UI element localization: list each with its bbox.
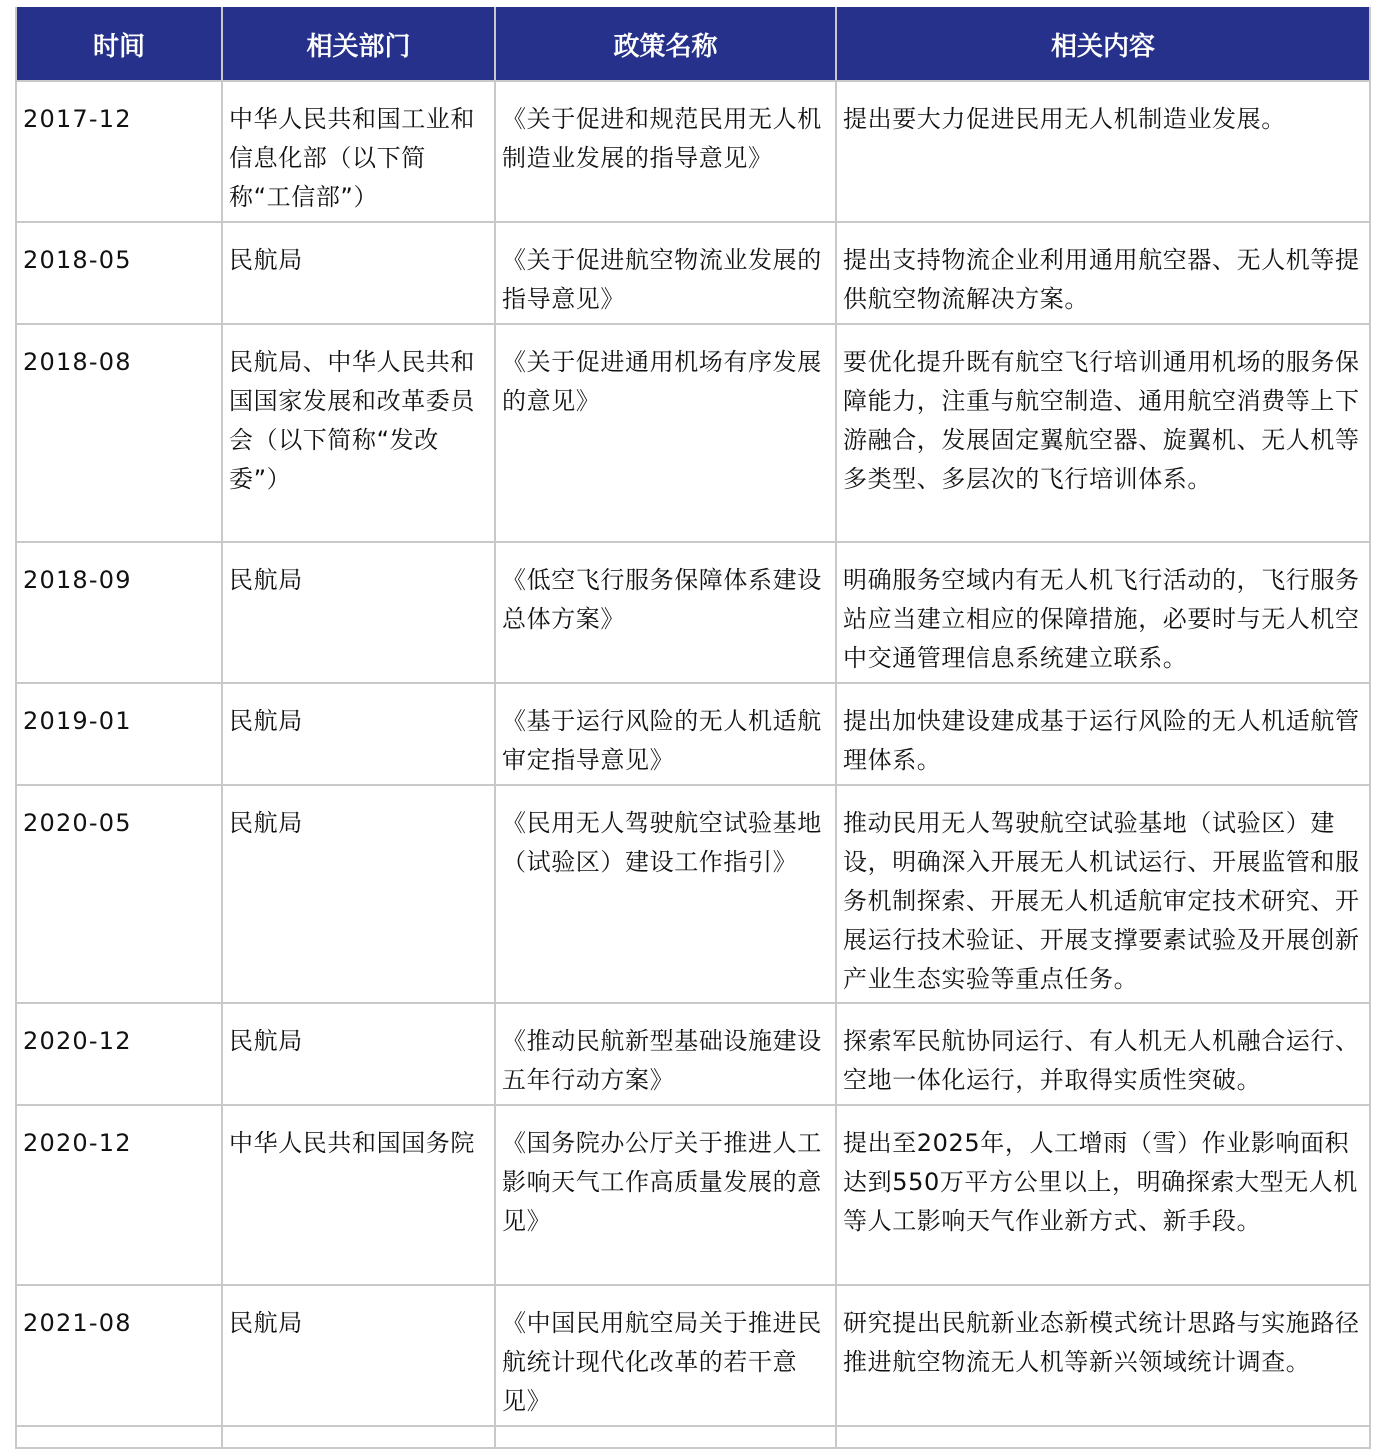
cell-policy: 《关于促进航空物流业发展的指导意见》	[495, 222, 836, 324]
policy-table	[15, 7, 1371, 1449]
cell-content: 推动民用无人驾驶航空试验基地（试验区）建设，明确深入开展无人机试运行、开展监管和服务机制探索、开展无人机适航审定技术研究、开展运行技术验证、开展支撑要素试验及开展创新产业生态实验等重点任务。	[836, 785, 1370, 1003]
header-content: 相关内容	[836, 8, 1370, 82]
table-row	[16, 81, 1370, 222]
table-row	[16, 1285, 1370, 1426]
cell-policy: 《中国民用航空局关于推进民航统计现代化改革的若干意见》	[495, 1285, 836, 1426]
table-row	[16, 222, 1370, 324]
cell-department: 民航局	[222, 222, 495, 324]
cell-empty	[16, 1426, 222, 1448]
cell-content: 要优化提升既有航空飞行培训通用机场的服务保障能力，注重与航空制造、通用航空消费等上下游融合，发展固定翼航空器、旋翼机、无人机等多类型、多层次的飞行培训体系。	[836, 324, 1370, 542]
table-row	[16, 785, 1370, 1003]
table-body	[16, 81, 1370, 1448]
table-row	[16, 542, 1370, 683]
cell-date: 2018-09	[16, 542, 222, 683]
header-row	[16, 8, 1370, 82]
table-row	[16, 1105, 1370, 1285]
cell-content: 提出要大力促进民用无人机制造业发展。	[836, 81, 1370, 222]
header-department: 相关部门	[222, 8, 495, 82]
cell-department: 中华人民共和国工业和信息化部（以下简称“工信部”）	[222, 81, 495, 222]
cell-date: 2018-05	[16, 222, 222, 324]
cell-date: 2019-01	[16, 683, 222, 785]
table-row	[16, 324, 1370, 542]
cell-date: 2017-12	[16, 81, 222, 222]
cell-department: 民航局	[222, 1003, 495, 1105]
cell-content: 探索军民航协同运行、有人机无人机融合运行、空地一体化运行，并取得实质性突破。	[836, 1003, 1370, 1105]
cell-date: 2020-12	[16, 1003, 222, 1105]
cell-date: 2020-12	[16, 1105, 222, 1285]
cell-content: 提出至2025年，人工增雨（雪）作业影响面积达到550万平方公里以上，明确探索大型无人机等人工影响天气作业新方式、新手段。	[836, 1105, 1370, 1285]
cell-empty	[495, 1426, 836, 1448]
table-row-partial	[16, 1426, 1370, 1448]
cell-department: 民航局	[222, 542, 495, 683]
cell-content: 提出加快建设建成基于运行风险的无人机适航管理体系。	[836, 683, 1370, 785]
cell-policy: 《基于运行风险的无人机适航审定指导意见》	[495, 683, 836, 785]
cell-policy: 《推动民航新型基础设施建设五年行动方案》	[495, 1003, 836, 1105]
header-time: 时间	[16, 8, 222, 82]
cell-department: 中华人民共和国国务院	[222, 1105, 495, 1285]
cell-policy: 《低空飞行服务保障体系建设总体方案》	[495, 542, 836, 683]
cell-department: 民航局	[222, 1285, 495, 1426]
policy-table-container	[15, 7, 1369, 1449]
header-policy-name: 政策名称	[495, 8, 836, 82]
cell-date: 2018-08	[16, 324, 222, 542]
table-header	[16, 8, 1370, 82]
cell-empty	[836, 1426, 1370, 1448]
cell-date: 2020-05	[16, 785, 222, 1003]
cell-content: 研究提出民航新业态新模式统计思路与实施路径推进航空物流无人机等新兴领域统计调查。	[836, 1285, 1370, 1426]
cell-department: 民航局	[222, 785, 495, 1003]
cell-empty	[222, 1426, 495, 1448]
table-row	[16, 1003, 1370, 1105]
cell-policy: 《关于促进和规范民用无人机制造业发展的指导意见》	[495, 81, 836, 222]
table-row	[16, 683, 1370, 785]
cell-date: 2021-08	[16, 1285, 222, 1426]
cell-content: 提出支持物流企业利用通用航空器、无人机等提供航空物流解决方案。	[836, 222, 1370, 324]
cell-policy: 《国务院办公厅关于推进人工影响天气工作高质量发展的意见》	[495, 1105, 836, 1285]
cell-policy: 《关于促进通用机场有序发展的意见》	[495, 324, 836, 542]
cell-department: 民航局、中华人民共和国国家发展和改革委员会（以下简称“发改委”）	[222, 324, 495, 542]
cell-policy: 《民用无人驾驶航空试验基地（试验区）建设工作指引》	[495, 785, 836, 1003]
cell-content: 明确服务空域内有无人机飞行活动的，飞行服务站应当建立相应的保障措施，必要时与无人机空中交通管理信息系统建立联系。	[836, 542, 1370, 683]
cell-department: 民航局	[222, 683, 495, 785]
